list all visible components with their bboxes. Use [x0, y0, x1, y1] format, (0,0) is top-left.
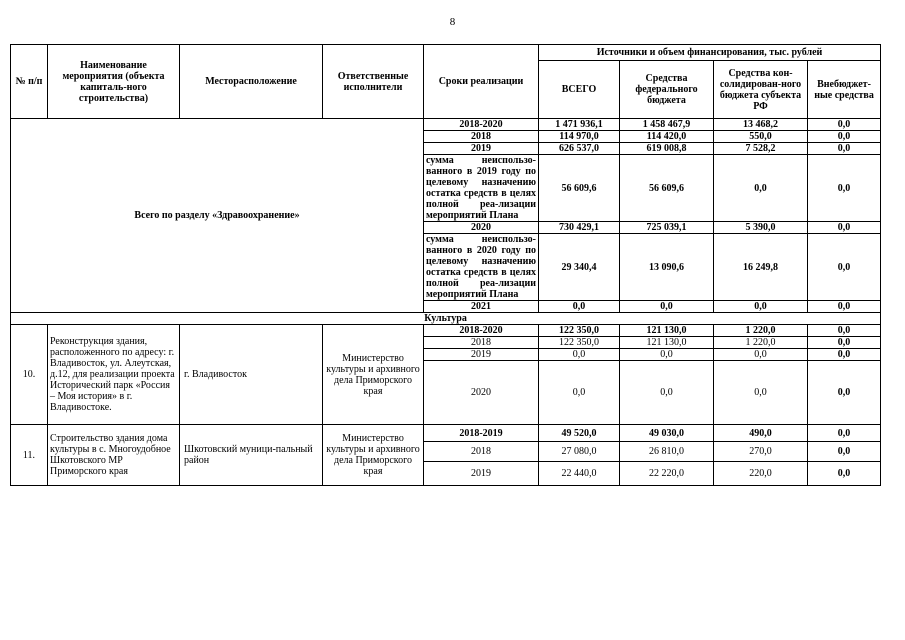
regional-cell: 5 390,0	[714, 222, 808, 234]
term-cell: 2019	[424, 143, 539, 155]
term-note-cell: сумма неиспользо-ванного в 2019 году по целевому назначению остатка средств в целях полной реа-лизации мероприятий Плана	[424, 155, 539, 222]
term-cell: 2019	[424, 349, 539, 361]
extra-cell: 0,0	[808, 425, 881, 442]
extra-cell: 0,0	[808, 143, 881, 155]
regional-cell: 13 468,2	[714, 119, 808, 131]
federal-cell: 121 130,0	[620, 325, 714, 337]
total-cell: 56 609,6	[539, 155, 620, 222]
term-cell: 2018-2020	[424, 325, 539, 337]
regional-cell: 0,0	[714, 349, 808, 361]
table-row	[11, 119, 881, 131]
object-name: Реконструкция здания, расположенного по адресу: г. Владивосток, ул. Алеутская, д.12, для реализации проекта Исторический парк «Россия – Моя история» в г. Владивостоке.	[48, 325, 180, 425]
extra-cell: 0,0	[808, 349, 881, 361]
total-cell: 0,0	[539, 349, 620, 361]
section-row	[11, 313, 881, 325]
federal-cell: 725 039,1	[620, 222, 714, 234]
regional-cell: 0,0	[714, 301, 808, 313]
extra-cell: 0,0	[808, 119, 881, 131]
object-responsible: Министерство культуры и архивного дела Приморского края	[323, 425, 424, 486]
federal-cell: 26 810,0	[620, 442, 714, 462]
object-location: Шкотовский муници-пальный район	[180, 425, 323, 486]
term-cell: 2018-2019	[424, 425, 539, 442]
total-label: Всего по разделу «Здравоохранение»	[11, 119, 424, 313]
header-total: ВСЕГО	[539, 61, 620, 119]
federal-cell: 22 220,0	[620, 462, 714, 486]
total-cell: 0,0	[539, 301, 620, 313]
extra-cell: 0,0	[808, 131, 881, 143]
regional-cell: 1 220,0	[714, 337, 808, 349]
row-number: 10.	[11, 325, 48, 425]
header-federal: Средства федерального бюджета	[620, 61, 714, 119]
header-location: Месторасположение	[180, 45, 323, 119]
total-cell: 114 970,0	[539, 131, 620, 143]
term-cell: 2019	[424, 462, 539, 486]
extra-cell: 0,0	[808, 155, 881, 222]
extra-cell: 0,0	[808, 222, 881, 234]
extra-cell: 0,0	[808, 337, 881, 349]
table-row	[11, 425, 881, 442]
section-title: Культура	[11, 313, 881, 325]
federal-cell: 121 130,0	[620, 337, 714, 349]
term-cell: 2020	[424, 222, 539, 234]
object-location: г. Владивосток	[180, 325, 323, 425]
term-cell: 2018	[424, 442, 539, 462]
object-name: Строительство здания дома культуры в с. Многоудобное Шкотовского МР Приморского края	[48, 425, 180, 486]
row-number: 11.	[11, 425, 48, 486]
header-financing: Источники и объем финансирования, тыс. рублей	[539, 45, 881, 61]
page-number: 8	[449, 16, 456, 28]
extra-cell: 0,0	[808, 234, 881, 301]
term-cell: 2018	[424, 131, 539, 143]
extra-cell: 0,0	[808, 442, 881, 462]
federal-cell: 114 420,0	[620, 131, 714, 143]
regional-cell: 220,0	[714, 462, 808, 486]
federal-cell: 13 090,6	[620, 234, 714, 301]
extra-cell: 0,0	[808, 462, 881, 486]
total-cell: 122 350,0	[539, 325, 620, 337]
federal-cell: 1 458 467,9	[620, 119, 714, 131]
total-cell: 29 340,4	[539, 234, 620, 301]
term-cell: 2020	[424, 361, 539, 425]
extra-cell: 0,0	[808, 301, 881, 313]
header-name: Наименование мероприятия (объекта капиталь-ного строительства)	[48, 45, 180, 119]
extra-cell: 0,0	[808, 325, 881, 337]
header-extra: Внебюджет-ные средства	[808, 61, 881, 119]
regional-cell: 0,0	[714, 361, 808, 425]
federal-cell: 49 030,0	[620, 425, 714, 442]
header-terms: Сроки реализации	[424, 45, 539, 119]
federal-cell: 0,0	[620, 301, 714, 313]
total-cell: 0,0	[539, 361, 620, 425]
header-regional: Средства кон-солидирован-ного бюджета субъекта РФ	[714, 61, 808, 119]
object-responsible: Министерство культуры и архивного дела Приморского края	[323, 325, 424, 425]
total-cell: 49 520,0	[539, 425, 620, 442]
regional-cell: 270,0	[714, 442, 808, 462]
term-cell: 2021	[424, 301, 539, 313]
total-cell: 22 440,0	[539, 462, 620, 486]
federal-cell: 0,0	[620, 361, 714, 425]
financing-table	[10, 44, 881, 486]
table-row	[11, 325, 881, 337]
federal-cell: 0,0	[620, 349, 714, 361]
federal-cell: 56 609,6	[620, 155, 714, 222]
total-cell: 730 429,1	[539, 222, 620, 234]
regional-cell: 0,0	[714, 155, 808, 222]
total-cell: 626 537,0	[539, 143, 620, 155]
total-cell: 27 080,0	[539, 442, 620, 462]
regional-cell: 7 528,2	[714, 143, 808, 155]
regional-cell: 16 249,8	[714, 234, 808, 301]
term-note-cell: сумма неиспользо-ванного в 2020 году по целевому назначению остатка средств в целях полной реа-лизации мероприятий Плана	[424, 234, 539, 301]
total-cell: 1 471 936,1	[539, 119, 620, 131]
total-cell: 122 350,0	[539, 337, 620, 349]
term-cell: 2018-2020	[424, 119, 539, 131]
header-num: № п/п	[11, 45, 48, 119]
regional-cell: 1 220,0	[714, 325, 808, 337]
extra-cell: 0,0	[808, 361, 881, 425]
regional-cell: 550,0	[714, 131, 808, 143]
header-responsible: Ответственные исполнители	[323, 45, 424, 119]
regional-cell: 490,0	[714, 425, 808, 442]
federal-cell: 619 008,8	[620, 143, 714, 155]
term-cell: 2018	[424, 337, 539, 349]
